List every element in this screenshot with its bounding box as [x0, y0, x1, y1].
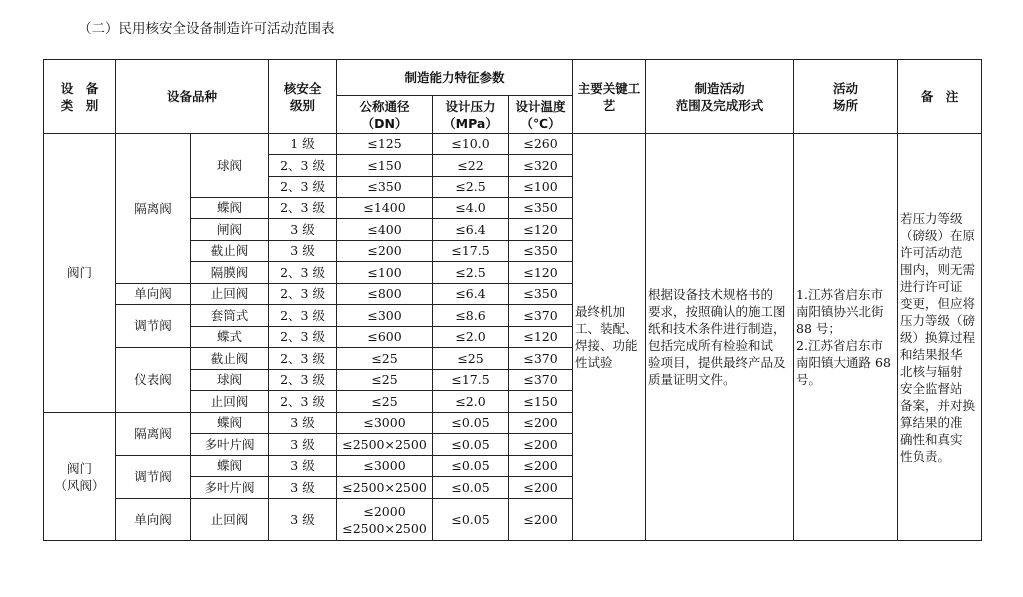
type-cell: 隔膜阀 [191, 262, 269, 284]
dn-cell: ≤2500×2500 [337, 477, 433, 499]
pressure-cell: ≤17.5 [433, 370, 509, 391]
pressure-cell: ≤2.0 [433, 327, 509, 348]
pressure-cell: ≤25 [433, 348, 509, 370]
dn-cell: ≤25 [337, 348, 433, 370]
dn-cell: ≤400 [337, 219, 433, 241]
pressure-cell: ≤2.5 [433, 262, 509, 284]
pressure-cell: ≤0.05 [433, 413, 509, 434]
temperature-cell: ≤120 [509, 327, 573, 348]
pressure-cell: ≤0.05 [433, 434, 509, 456]
temperature-cell: ≤320 [509, 155, 573, 177]
pressure-cell: ≤2.0 [433, 391, 509, 413]
grade-cell: 3 级 [269, 477, 337, 499]
header-dn: 公称通径 （DN） [337, 96, 433, 134]
grade-cell: 2、3 级 [269, 177, 337, 198]
temperature-cell: ≤200 [509, 477, 573, 499]
type-cell: 蝶阀 [191, 198, 269, 219]
grade-cell: 3 级 [269, 456, 337, 477]
temperature-cell: ≤200 [509, 499, 573, 541]
pressure-cell: ≤17.5 [433, 241, 509, 262]
dn-cell: ≤1400 [337, 198, 433, 219]
dn-cell: ≤25 [337, 391, 433, 413]
group-check: 单向阀 [116, 284, 191, 305]
table-row [44, 134, 982, 155]
dn-cell: ≤100 [337, 262, 433, 284]
grade-cell: 2、3 级 [269, 198, 337, 219]
pressure-cell: ≤0.05 [433, 456, 509, 477]
grade-cell: 2、3 级 [269, 348, 337, 370]
dn-cell: ≤600 [337, 327, 433, 348]
dn-cell: ≤150 [337, 155, 433, 177]
pressure-cell: ≤8.6 [433, 305, 509, 327]
header-pressure: 设计压力 （MPa） [433, 96, 509, 134]
grade-cell: 2、3 级 [269, 262, 337, 284]
temperature-cell: ≤370 [509, 370, 573, 391]
header-process: 主要关键工 艺 [573, 60, 646, 134]
grade-cell: 1 级 [269, 134, 337, 155]
dn-cell: ≤300 [337, 305, 433, 327]
dn-cell: ≤2000 ≤2500×2500 [337, 499, 433, 541]
temperature-cell: ≤200 [509, 413, 573, 434]
pressure-cell: ≤6.4 [433, 219, 509, 241]
group-control: 调节阀 [116, 305, 191, 348]
grade-cell: 2、3 级 [269, 327, 337, 348]
type-cell: 多叶片阀 [191, 434, 269, 456]
dn-cell: ≤800 [337, 284, 433, 305]
group-isolation: 隔离阀 [116, 134, 191, 284]
grade-cell: 3 级 [269, 241, 337, 262]
grade-cell: 2、3 级 [269, 370, 337, 391]
type-cell: 止回阀 [191, 499, 269, 541]
type-cell: 多叶片阀 [191, 477, 269, 499]
group-check-2: 单向阀 [116, 499, 191, 541]
grade-cell: 2、3 级 [269, 155, 337, 177]
pressure-cell: ≤22 [433, 155, 509, 177]
temperature-cell: ≤260 [509, 134, 573, 155]
type-cell: 蝶式 [191, 327, 269, 348]
temperature-cell: ≤200 [509, 434, 573, 456]
type-cell: 截止阀 [191, 348, 269, 370]
license-scope-table [43, 59, 982, 541]
type-cell: 止回阀 [191, 284, 269, 305]
dn-cell: ≤200 [337, 241, 433, 262]
type-cell: 蝶阀 [191, 456, 269, 477]
dn-cell: ≤2500×2500 [337, 434, 433, 456]
header-variety: 设备品种 [116, 60, 269, 134]
temperature-cell: ≤350 [509, 198, 573, 219]
pressure-cell: ≤4.0 [433, 198, 509, 219]
remark-cell: 若压力等级 （磅级）在原 许可活动范 围内，则无需 进行许可证 变更，但应将 压力等级（磅 级）换算过程 和结果报华 北核与辐射 安全监督站 备案，并对换 算结果的准 确性和真实 性负责。 [898, 134, 982, 541]
pressure-cell: ≤6.4 [433, 284, 509, 305]
header-remark: 备 注 [898, 60, 982, 134]
pressure-cell: ≤0.05 [433, 499, 509, 541]
site-cell: 1.江苏省启东市 南阳镇协兴北街 88 号； 2.江苏省启东市 南阳镇大通路 68 号。 [794, 134, 898, 541]
grade-cell: 3 级 [269, 499, 337, 541]
group-isolation-2: 隔离阀 [116, 413, 191, 456]
group-instrument: 仪表阀 [116, 348, 191, 413]
type-cell: 截止阀 [191, 241, 269, 262]
temperature-cell: ≤370 [509, 305, 573, 327]
process-cell: 最终机加 工、装配、 焊接、功能 性试验 [573, 134, 646, 541]
dn-cell: ≤125 [337, 134, 433, 155]
header-category: 设 备 类 别 [44, 60, 116, 134]
type-cell: 止回阀 [191, 391, 269, 413]
type-cell: 蝶阀 [191, 413, 269, 434]
group-control-2: 调节阀 [116, 456, 191, 499]
grade-cell: 3 级 [269, 434, 337, 456]
header-grade: 核安全 级别 [269, 60, 337, 134]
type-cell: 闸阀 [191, 219, 269, 241]
temperature-cell: ≤200 [509, 456, 573, 477]
pressure-cell: ≤0.05 [433, 477, 509, 499]
type-cell: 套筒式 [191, 305, 269, 327]
temperature-cell: ≤100 [509, 177, 573, 198]
page-title: （二）民用核安全设备制造许可活动范围表 [78, 21, 335, 37]
category-valve-damper: 阀门 （风阀） [44, 413, 116, 541]
header-site: 活动 场所 [794, 60, 898, 134]
temperature-cell: ≤370 [509, 348, 573, 370]
temperature-cell: ≤120 [509, 262, 573, 284]
temperature-cell: ≤120 [509, 219, 573, 241]
grade-cell: 2、3 级 [269, 305, 337, 327]
grade-cell: 2、3 级 [269, 284, 337, 305]
header-capability: 制造能力特征参数 [337, 60, 573, 96]
grade-cell: 3 级 [269, 219, 337, 241]
dn-cell: ≤3000 [337, 456, 433, 477]
temperature-cell: ≤350 [509, 284, 573, 305]
temperature-cell: ≤350 [509, 241, 573, 262]
grade-cell: 2、3 级 [269, 391, 337, 413]
header-temperature: 设计温度 （℃） [509, 96, 573, 134]
dn-cell: ≤350 [337, 177, 433, 198]
pressure-cell: ≤2.5 [433, 177, 509, 198]
type-cell: 球阀 [191, 370, 269, 391]
type-cell: 球阀 [191, 134, 269, 198]
dn-cell: ≤25 [337, 370, 433, 391]
grade-cell: 3 级 [269, 413, 337, 434]
category-valve: 阀门 [44, 134, 116, 413]
pressure-cell: ≤10.0 [433, 134, 509, 155]
temperature-cell: ≤150 [509, 391, 573, 413]
scope-cell: 根据设备技术规格书的 要求，按照确认的施工图 纸和技术条件进行制造， 包括完成所有检验和试 验项目，提供最终产品及 质量证明文件。 [646, 134, 794, 541]
header-scope: 制造活动 范围及完成形式 [646, 60, 794, 134]
dn-cell: ≤3000 [337, 413, 433, 434]
